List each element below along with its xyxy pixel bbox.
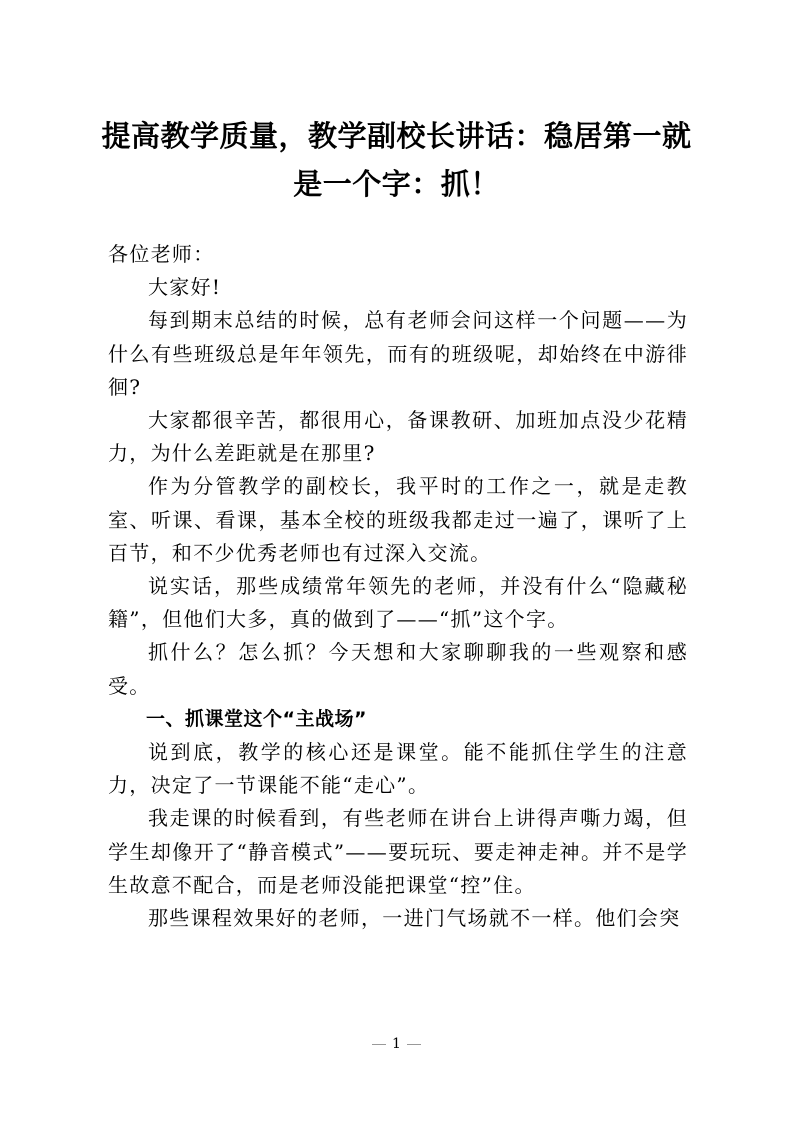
paragraph: 说到底，教学的核心还是课堂。能不能抓住学生的注意力，决定了一节课能不能“走心”。 bbox=[108, 740, 688, 798]
dash-decoration bbox=[407, 1044, 421, 1045]
paragraph: 我走课的时候看到，有些老师在讲台上讲得声嘶力竭，但学生却像开了“静音模式”——要玩玩、要走神走神。并不是学生故意不配合，而是老师没能把课堂“控”住。 bbox=[108, 806, 688, 897]
document-body bbox=[108, 238, 688, 935]
document-title: 提高教学质量，教学副校长讲话：稳居第一就是一个字：抓！ bbox=[101, 119, 692, 201]
section-heading: 一、抓课堂这个“主战场” bbox=[146, 707, 367, 730]
paragraph: 每到期末总结的时候，总有老师会问这样一个问题——为什么有些班级总是年年领先，而有的班级呢，却始终在中游徘徊? bbox=[108, 308, 688, 399]
paragraph: 那些课程效果好的老师，一进门气场就不一样。他们会突 bbox=[148, 906, 681, 931]
salutation: 各位老师： bbox=[108, 242, 215, 266]
paragraph: 作为分管教学的副校长，我平时的工作之一，就是走教室、听课、看课，基本全校的班级我都走过一遍了，课听了上百节，和不少优秀老师也有过深入交流。 bbox=[108, 474, 688, 565]
page-number: 1 bbox=[392, 1036, 401, 1052]
paragraph: 大家都很辛苦，都很用心，备课教研、加班加点没少花精力，为什么差距就是在那里? bbox=[108, 408, 688, 466]
page-footer bbox=[0, 1036, 793, 1052]
paragraph: 抓什么？怎么抓？今天想和大家聊聊我的一些观察和感受。 bbox=[108, 640, 688, 698]
paragraph: 大家好! bbox=[148, 275, 222, 300]
dash-decoration bbox=[372, 1044, 386, 1045]
paragraph: 说实话，那些成绩常年领先的老师，并没有什么“隐藏秘籍”，但他们大多，真的做到了——“抓”这个字。 bbox=[108, 574, 688, 632]
